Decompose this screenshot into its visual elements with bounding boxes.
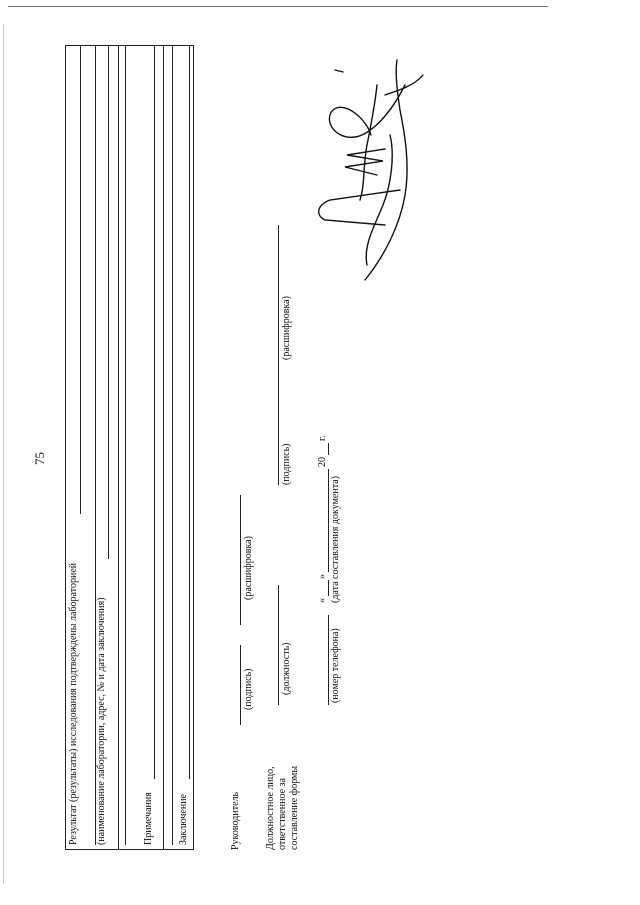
notes-label: Примечания xyxy=(143,792,154,845)
phone-caption: (номер телефона) xyxy=(330,628,341,703)
conclusion-line-2 xyxy=(189,46,190,779)
date-year-prefix: 20 xyxy=(317,457,328,467)
responsible-decoding-line xyxy=(278,225,279,385)
date-day-line xyxy=(328,580,329,596)
conclusion-label: Заключение xyxy=(178,794,189,845)
lab-name-line-2 xyxy=(108,46,109,559)
top-border-line xyxy=(8,6,548,7)
handwritten-signature xyxy=(305,55,445,285)
phone-line xyxy=(328,615,329,705)
date-month-line xyxy=(328,469,329,572)
responsible-label-2: ответственное за xyxy=(277,778,288,850)
responsible-signature-caption: (подпись) xyxy=(281,443,292,485)
notes-line-2 xyxy=(154,46,155,779)
lab-name-caption: (наименование лаборатории, адрес, № и дата заключения) xyxy=(96,597,107,845)
date-caption: (дата составления документа) xyxy=(330,476,341,603)
conclusion-row xyxy=(163,46,195,849)
head-label: Руководитель xyxy=(230,791,241,850)
notes-line-1 xyxy=(125,46,126,845)
date-close-quote: » xyxy=(317,574,328,579)
left-scan-edge xyxy=(3,24,4,884)
responsible-label-3: составление формы xyxy=(289,765,300,850)
conclusion-line-1 xyxy=(172,46,173,845)
form-sheet xyxy=(30,45,600,875)
page-number: 75 xyxy=(32,452,47,465)
head-signature-line xyxy=(240,645,241,725)
date-open-quote: « xyxy=(317,598,328,603)
head-decoding-caption: (расшифровка) xyxy=(243,536,254,600)
lab-results-label: Результат (результаты) исследования подтверждены лабораторией xyxy=(68,562,79,845)
position-line xyxy=(278,585,279,705)
lab-results-line xyxy=(80,46,81,514)
date-year-suffix: г. xyxy=(317,435,328,441)
responsible-label-1: Должностное лицо, xyxy=(265,766,276,850)
head-decoding-line xyxy=(240,495,241,625)
position-caption: (должность) xyxy=(281,642,292,695)
notes-row xyxy=(118,46,164,849)
date-year-line xyxy=(328,443,329,455)
responsible-decoding-caption: (расшифровка) xyxy=(281,296,292,360)
head-signature-caption: (подпись) xyxy=(243,668,254,710)
lab-results-row xyxy=(66,46,118,849)
lab-results-table xyxy=(65,45,194,850)
responsible-signature-line xyxy=(278,385,279,485)
